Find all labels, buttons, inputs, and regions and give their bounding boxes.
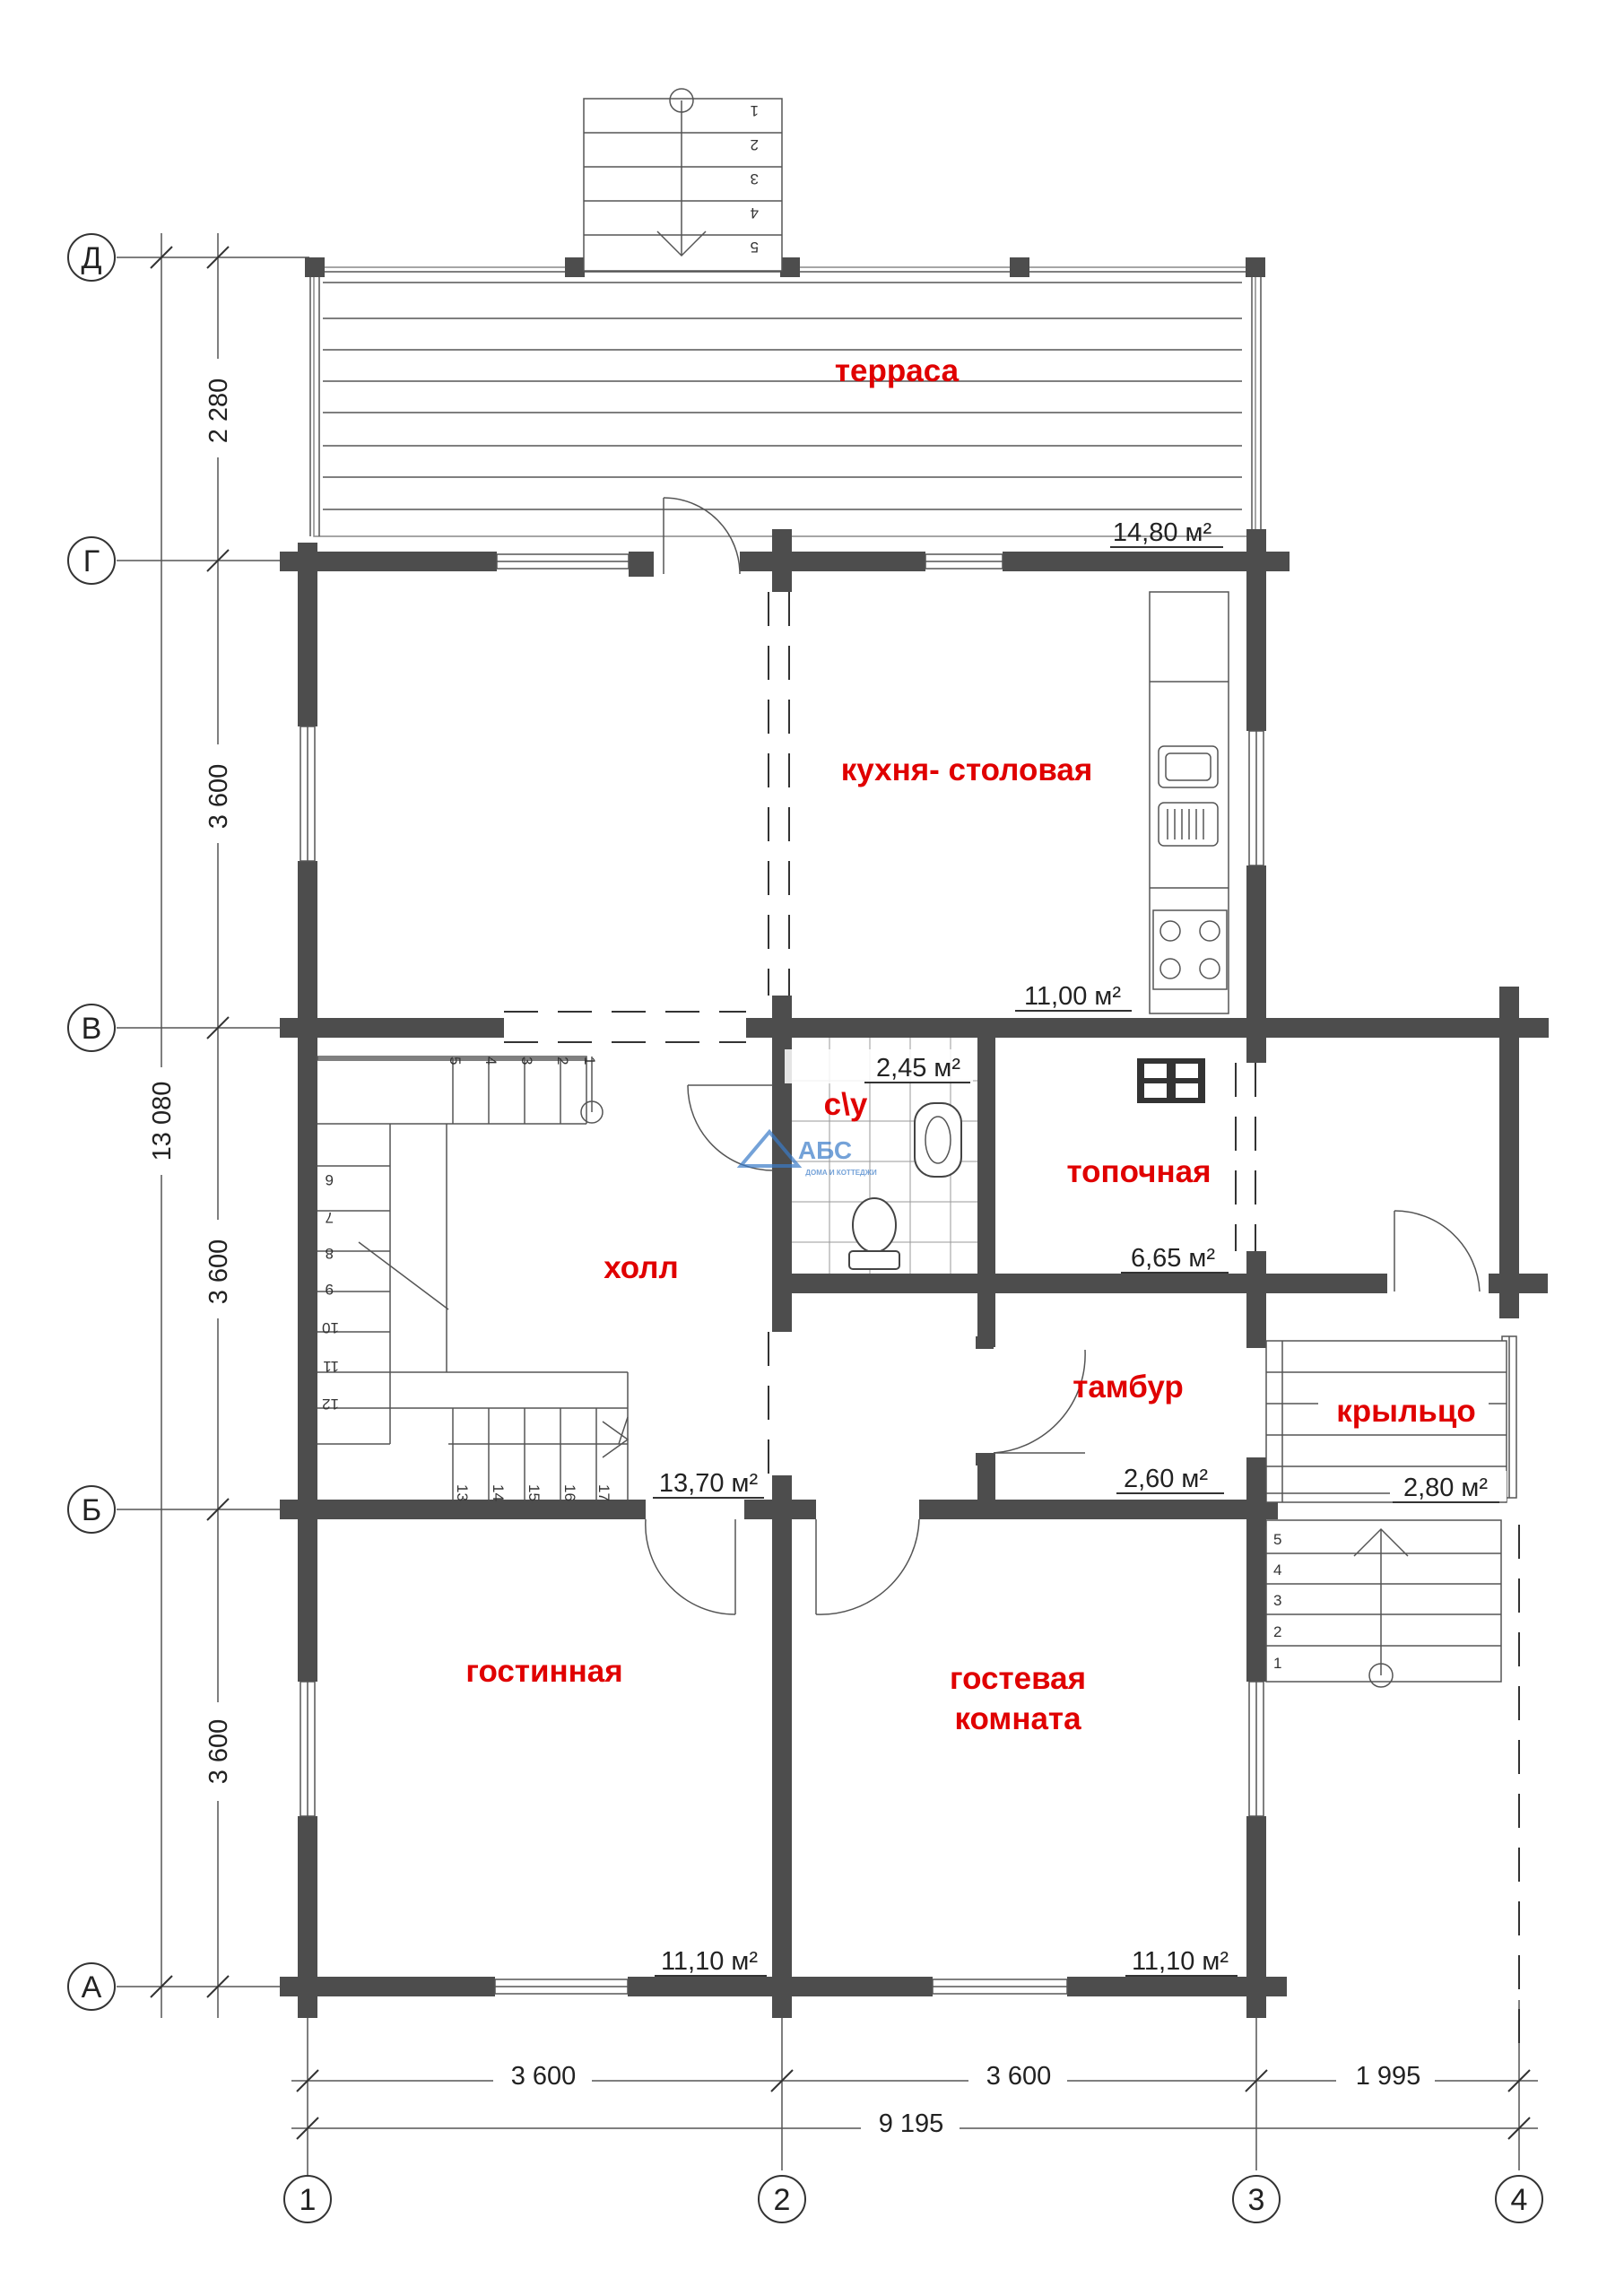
porch-step-5: 5 bbox=[1273, 1531, 1282, 1548]
axis-row-D: Д bbox=[81, 241, 102, 275]
living-label: гостинная bbox=[465, 1654, 623, 1689]
vestibule bbox=[976, 1336, 1224, 1493]
stair-left-7: 7 bbox=[325, 1209, 334, 1226]
axis-row-G: Г bbox=[83, 544, 100, 578]
porch-step-3: 3 bbox=[1273, 1592, 1282, 1609]
vertical-dimensions bbox=[117, 233, 309, 2018]
stair-left-12: 12 bbox=[322, 1396, 339, 1413]
terrace-stairs bbox=[584, 89, 782, 271]
axis-col-4: 4 bbox=[1510, 2183, 1528, 2217]
axis-col-2: 2 bbox=[773, 2183, 791, 2217]
horizontal-dimensions bbox=[291, 2000, 1538, 2177]
kitchen-area: 11,00 м² bbox=[1023, 982, 1122, 1011]
dim-h-2: 3 600 bbox=[986, 2062, 1052, 2091]
terrace-step-4: 4 bbox=[750, 204, 759, 222]
vestibule-label: тамбур bbox=[1073, 1370, 1184, 1405]
wc-area: 2,45 м² bbox=[875, 1054, 961, 1083]
axis-row-A: А bbox=[81, 1970, 102, 2005]
stair-left-8: 8 bbox=[325, 1245, 334, 1262]
stair-bottom-13: 13 bbox=[454, 1484, 471, 1501]
logo-sub: ДОМА И КОТТЕДЖИ bbox=[805, 1169, 877, 1177]
dim-h-3: 1 995 bbox=[1355, 2062, 1421, 2091]
axis-row-markers bbox=[68, 234, 115, 2010]
passage-lines bbox=[504, 592, 1519, 2063]
stair-left-11: 11 bbox=[323, 1358, 339, 1375]
stair-top-5: 5 bbox=[447, 1057, 464, 1065]
boiler-label: топочная bbox=[1066, 1154, 1211, 1189]
terrace bbox=[305, 257, 1265, 547]
porch-step-4: 4 bbox=[1273, 1561, 1282, 1578]
stair-bottom-16: 16 bbox=[561, 1484, 578, 1501]
porch-label: крыльцо bbox=[1336, 1394, 1476, 1429]
stair-top-3: 3 bbox=[518, 1057, 535, 1065]
stair-top-4: 4 bbox=[482, 1057, 499, 1065]
living-area: 11,10 м² bbox=[660, 1947, 759, 1976]
vestibule-area: 2,60 м² bbox=[1123, 1465, 1209, 1493]
axis-row-B: Б bbox=[81, 1493, 102, 1527]
hall-label: холл bbox=[604, 1250, 679, 1285]
terrace-step-2: 2 bbox=[750, 136, 759, 153]
porch-step-1: 1 bbox=[1273, 1655, 1282, 1672]
porch-area: 2,80 м² bbox=[1403, 1474, 1489, 1502]
dim-v-1: 2 280 bbox=[204, 378, 233, 444]
boiler-room bbox=[1066, 1058, 1229, 1273]
stair-top-2: 2 bbox=[554, 1057, 571, 1065]
terrace-step-3: 3 bbox=[750, 170, 759, 187]
wc-label: с\у bbox=[823, 1087, 868, 1122]
stair-bottom-14: 14 bbox=[490, 1484, 507, 1501]
stair-left-9: 9 bbox=[325, 1281, 334, 1298]
terrace-step-1: 1 bbox=[750, 102, 759, 119]
dim-v-total: 13 080 bbox=[148, 1081, 177, 1161]
guest-label-line1: гостевая bbox=[949, 1661, 1087, 1696]
living-room bbox=[465, 1654, 767, 1976]
axis-col-markers bbox=[284, 2176, 1542, 2222]
dim-v-3: 3 600 bbox=[204, 1239, 233, 1305]
stair-bottom-17: 17 bbox=[595, 1484, 612, 1501]
logo-main: АБС bbox=[797, 1136, 853, 1164]
axis-col-3: 3 bbox=[1247, 2183, 1265, 2217]
boiler-area: 6,65 м² bbox=[1130, 1244, 1216, 1273]
dim-v-2: 3 600 bbox=[204, 763, 233, 830]
stair-top-1: 1 bbox=[581, 1057, 598, 1065]
porch-step-2: 2 bbox=[1273, 1623, 1282, 1640]
dim-h-1: 3 600 bbox=[510, 2062, 577, 2091]
terrace-step-5: 5 bbox=[750, 239, 759, 256]
guest-room bbox=[950, 1661, 1238, 1976]
hall-area: 13,70 м² bbox=[658, 1469, 759, 1498]
stair-left-10: 10 bbox=[322, 1319, 339, 1336]
guest-label-line2: комната bbox=[954, 1701, 1081, 1736]
axis-row-V: В bbox=[81, 1012, 102, 1046]
interior-stairs bbox=[317, 1057, 628, 1501]
axis-col-1: 1 bbox=[299, 2183, 317, 2217]
guest-area: 11,10 м² bbox=[1131, 1947, 1229, 1976]
kitchen-label: кухня- столовая bbox=[840, 752, 1093, 787]
terrace-label: терраса bbox=[834, 353, 960, 388]
stair-left-6: 6 bbox=[325, 1171, 334, 1188]
stair-bottom-15: 15 bbox=[525, 1484, 543, 1501]
dim-v-4: 3 600 bbox=[204, 1718, 233, 1785]
dim-h-total: 9 195 bbox=[878, 2109, 944, 2138]
terrace-area: 14,80 м² bbox=[1112, 518, 1212, 547]
kitchen bbox=[841, 592, 1229, 1013]
porch bbox=[1266, 1341, 1507, 1687]
